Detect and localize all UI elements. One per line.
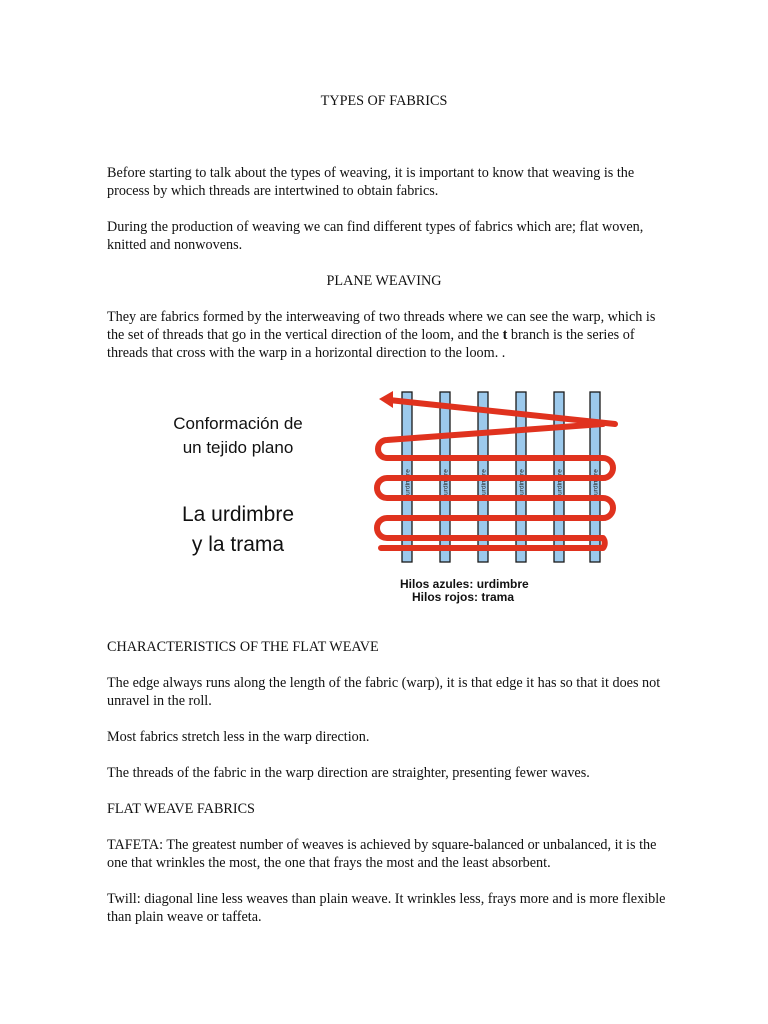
intro-paragraph: Before starting to talk about the types of weaving, it is important to know that weaving is the process by which threads are intertwined to obtain fabrics. xyxy=(107,165,635,199)
plane-weaving-paragraph xyxy=(107,308,667,362)
weave-diagram xyxy=(367,386,627,568)
production-paragraph: During the production of weaving we can find different types of fabrics which are; flat woven, knitted and nonwovens. xyxy=(107,219,644,253)
weft-arrowhead xyxy=(379,391,393,408)
warp-label-4: urdimbre xyxy=(518,469,526,495)
weft-path xyxy=(377,400,615,548)
plane-weaving-text-2: branch is the series of threads that cross with the warp in a horizontal direction to the loom. . xyxy=(107,327,635,361)
warp-label-6: urdimbre xyxy=(592,469,600,495)
characteristic-edge: The edge always runs along the length of the fabric (warp), it is that edge it has so that it does not unravel in the roll. xyxy=(107,675,661,709)
warp-label-2: urdimbre xyxy=(442,469,450,495)
warp-label-5: urdimbre xyxy=(556,469,564,495)
tafeta-paragraph: TAFETA: The greatest number of weaves is achieved by square-balanced or unbalanced, it is the one that wrinkles the most, the one that frays the most and the least absorbent. xyxy=(107,837,657,871)
weft-thread xyxy=(377,391,615,548)
plane-weaving-bold-t: t xyxy=(502,327,508,343)
plane-weaving-heading: PLANE WEAVING xyxy=(326,273,442,289)
warp-label-3: urdimbre xyxy=(480,469,488,495)
plane-weaving-text-1: They are fabrics formed by the interweaving of two threads where we can see the warp, which is the set of threads that go in the vertical direction of the loom, and the xyxy=(107,309,656,343)
warp-label-1: urdimbre xyxy=(404,469,412,495)
page-title: TYPES OF FABRICS xyxy=(320,93,448,109)
figure-text-line1: Conformación de xyxy=(173,414,303,433)
characteristics-heading: CHARACTERISTICS OF THE FLAT WEAVE xyxy=(107,639,379,655)
figure-text-line3: La urdimbre xyxy=(181,503,295,526)
legend-weft: Hilos rojos: trama xyxy=(412,590,515,604)
twill-paragraph: Twill: diagonal line less weaves than plain weave. It wrinkles less, frays more and is more flexible than plain weave or taffeta. xyxy=(107,891,666,925)
flat-weave-fabrics-heading: FLAT WEAVE FABRICS xyxy=(107,801,255,817)
legend-warp: Hilos azules: urdimbre xyxy=(400,577,529,591)
weave-diagram-figure xyxy=(107,378,631,614)
figure-text-line2: un tejido plano xyxy=(182,438,294,457)
figure-text-line4: y la trama xyxy=(191,533,285,556)
characteristic-straighter: The threads of the fabric in the warp direction are straighter, presenting fewer waves. xyxy=(107,765,590,781)
characteristic-stretch: Most fabrics stretch less in the warp direction. xyxy=(107,729,370,745)
